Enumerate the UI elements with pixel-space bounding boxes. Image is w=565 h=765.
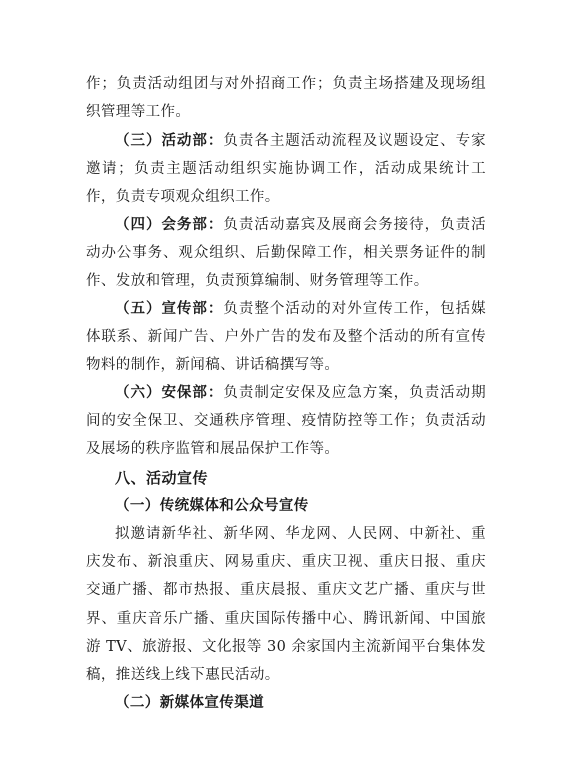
paragraph-text: 负责制定安保及应急方案，负责活动期间的安全保卫、交通秩序管理、疫情防控等工作；负责活动及展场的秩序监管和展品保护工作等。 [86, 385, 486, 458]
paragraph-label: （六）安保部： [115, 385, 224, 401]
paragraph-continuation [86, 70, 486, 126]
paragraph-text: 拟邀请新华社、新华网、华龙网、人民网、中新社、重庆发布、新浪重庆、网易重庆、重庆卫视、重庆日报、重庆交通广播、都市热报、重庆晨报、重庆文艺广播、重庆与世界、重庆音乐广播、重庆国际传播中心、腾讯新闻、中国旅游 TV、旅游报、文化报等 30 余家国内主流新闻平台集体发稿，推送线上线下惠民活动。 [86, 526, 486, 684]
paragraph-label: （四）会务部： [115, 217, 224, 233]
paragraph-media-list [86, 520, 486, 689]
paragraph-conference-dept [86, 211, 486, 296]
paragraph-activity-dept [86, 127, 486, 212]
paragraph-text: 负责活动嘉宾及展商会务接待，负责活动办公事务、观众组织、后勤保障工作，相关票务证件的制作、发放和管理，负责预算编制、财务管理等工作。 [86, 217, 486, 290]
paragraph-text: 负责整个活动的对外宣传工作，包括媒体联系、新闻广告、户外广告的发布及整个活动的所有宣传物料的制作，新闻稿、讲话稿撰写等。 [86, 301, 486, 374]
paragraph-text: 作；负责活动组团与对外招商工作；负责主场搭建及现场组织管理等工作。 [86, 76, 486, 121]
paragraph-label: （五）宣传部： [115, 301, 224, 317]
paragraph-publicity-dept [86, 295, 486, 380]
paragraph-text: 负责各主题活动流程及议题设定、专家邀请；负责主题活动组织实施协调工作，活动成果统计工作，负责专项观众组织工作。 [86, 133, 486, 206]
paragraph-security-dept [86, 379, 486, 464]
paragraph-label: （三）活动部： [115, 133, 224, 149]
subsection-heading-traditional-media: （一）传统媒体和公众号宣传 [115, 498, 309, 514]
section-heading: 八、活动宣传 [115, 469, 209, 487]
subsection-heading-new-media: （二）新媒体宣传渠道 [115, 695, 264, 711]
